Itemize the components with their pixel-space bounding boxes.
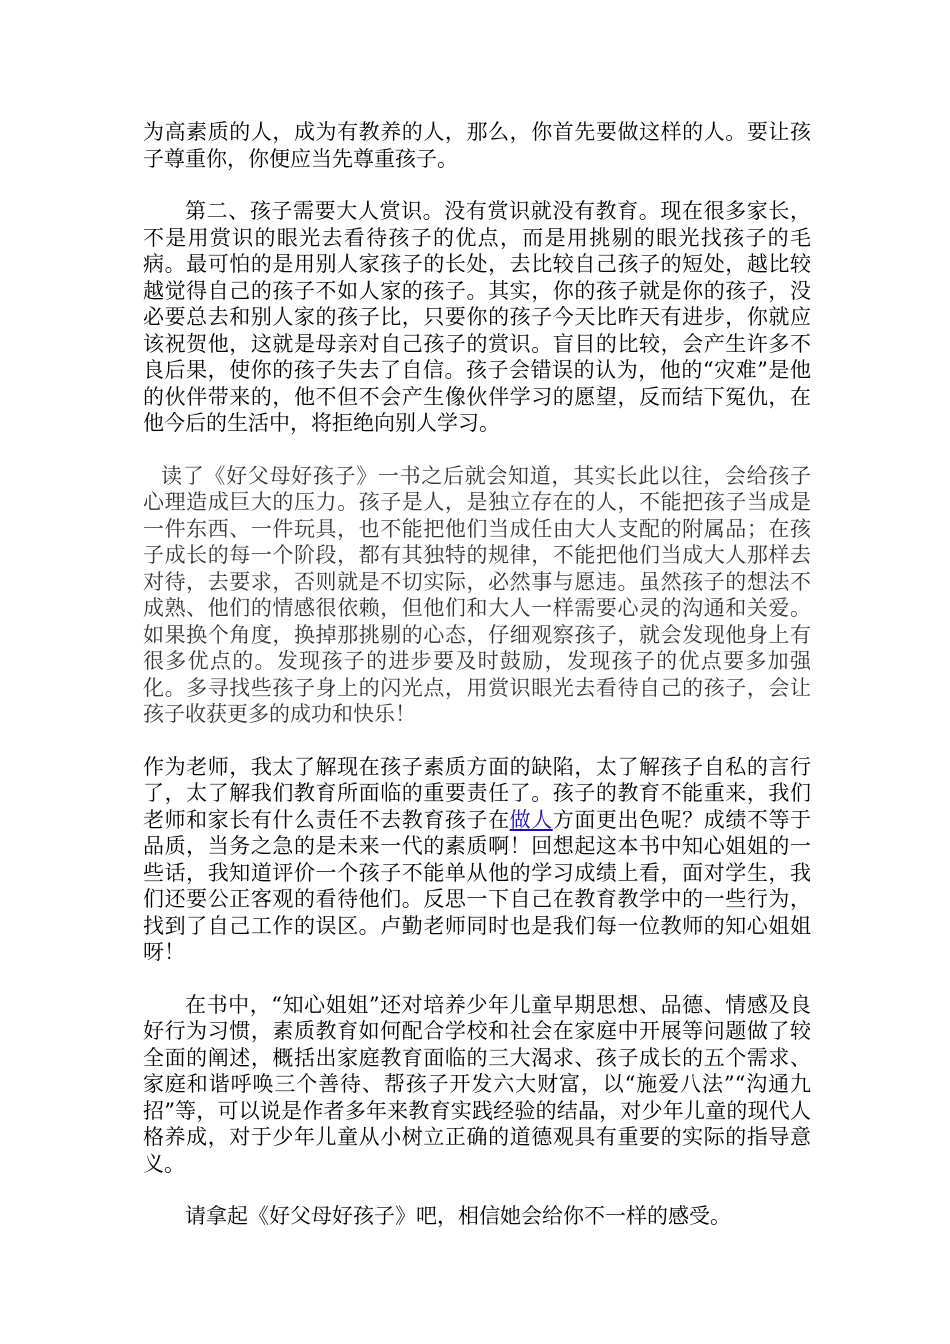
paragraph-4 (143, 754, 811, 966)
paragraph-2: 第二、孩子需要大人赏识。没有赏识就没有教育。现在很多家长，不是用赏识的眼光去看待孩子的优点，而是用挑剔的眼光找孩子的毛病。最可怕的是用别人家孩子的长处，去比较自己孩子的短处，越比较越觉得自己的孩子不如人家的孩子。其实，你的孩子就是你的孩子，没必要总去和别人家的孩子比，只要你的孩子今天比昨天有进步，你就应该祝贺他，这就是母亲对自己孩子的赏识。盲目的比较，会产生许多不良后果，使你的孩子失去了自信。孩子会错误的认为，他的“灾难”是他的伙伴带来的，他不但不会产生像伙伴学习的愿望，反而结下冤仇，在他今后的生活中，将拒绝向别人学习。 (143, 199, 811, 435)
paragraph-6: 请拿起《好父母好孩子》吧，相信她会给你不一样的感受。 (185, 1204, 731, 1228)
link-zuoren[interactable]: 做人 (509, 807, 553, 832)
paragraph-5: 在书中，“知心姐姐”还对培养少年儿童早期思想、品德、情感及良好行为习惯，素质教育如何配合学校和社会在家庭中开展等问题做了较全面的阐述，概括出家庭教育面临的三大渴求、孩子成长的五个需求、家庭和谐呼唤三个善待、帮孩子开发六大财富，以“施爱八法”“沟通九招”等，可以说是作者多年来教育实践经验的结晶，对少年儿童的现代人格养成，对于少年儿童从小树立正确的道德观具有重要的实际的指导意义。 (143, 992, 811, 1176)
paragraph-1: 为高素质的人，成为有教养的人，那么，你首先要做这样的人。要让孩子尊重你，你便应当先尊重孩子。 (143, 120, 811, 171)
paragraph-3: 读了《好父母好孩子》一书之后就会知道，其实长此以往，会给孩子心理造成巨大的压力。孩子是人，是独立存在的人，不能把孩子当成是一件东西、一件玩具，也不能把他们当成任由大人支配的附属品；在孩子成长的每一个阶段，都有其独特的规律，不能把他们当成大人那样去对待，去要求，否则就是不切实际，必然事与愿违。虽然孩子的想法不成熟、他们的情感很依赖，但他们和大人一样需要心灵的沟通和关爱。如果换个角度，换掉那挑剔的心态，仔细观察孩子，就会发现他身上有很多优点的。发现孩子的进步要及时鼓励，发现孩子的优点要多加强化。多寻找些孩子身上的闪光点，用赏识眼光去看待自己的孩子，会让孩子收获更多的成功和快乐！ (143, 463, 811, 726)
paragraph-4-text-after: 方面更出色呢？成绩不等于品质，当务之急的是未来一代的素质啊！回想起这本书中知心姐姐的一些话，我知道评价一个孩子不能单从他的学习成绩上看，面对学生，我们还要公正客观的看待他们。反思一下自己在教育教学中的一些行为，找到了自己工作的误区。卢勤老师同时也是我们每一位教师的知心姐姐呀！ (143, 807, 812, 964)
document-body (143, 119, 811, 1256)
paragraph-4-text-before: 作为老师，我太了解现在孩子素质方面的缺陷，太了解孩子自私的言行了，太了解我们教育所面临的重要责任了。孩子的教育不能重来，我们老师和家长有什么责任不去教育孩子在 (143, 754, 811, 832)
